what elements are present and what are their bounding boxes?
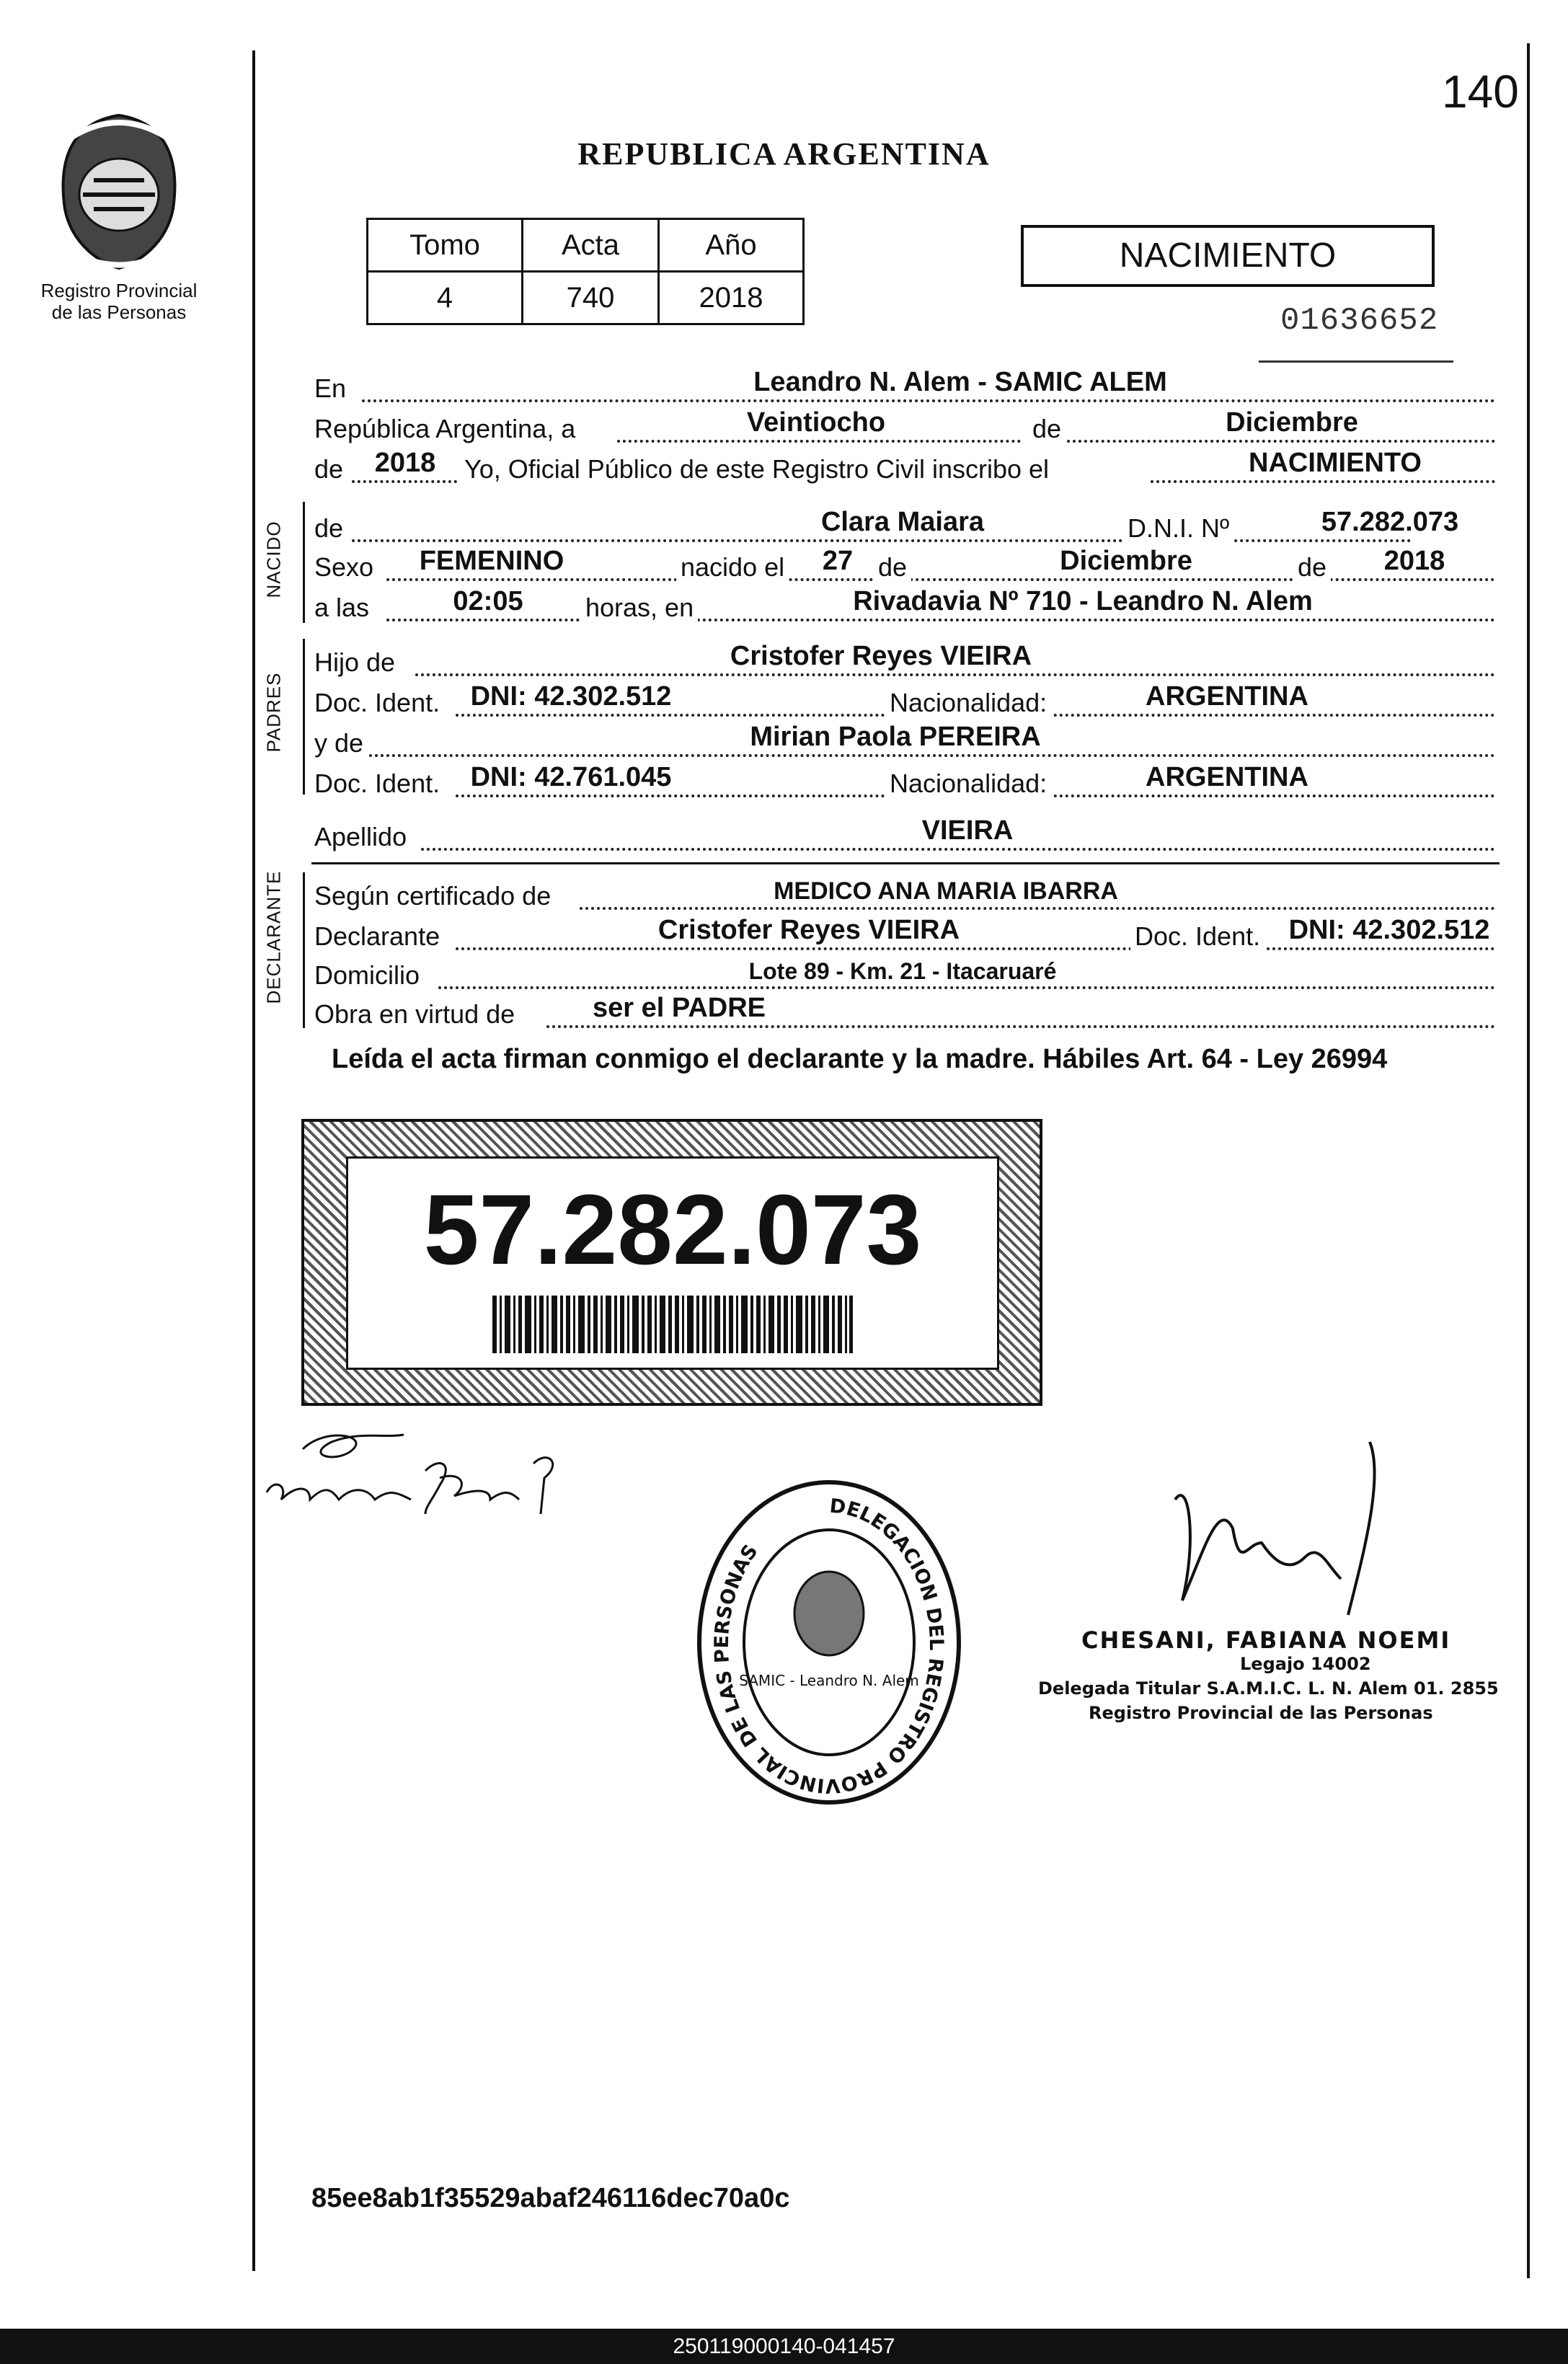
legal-text: Leída el acta firman conmigo el declarante y la madre. Hábiles Art. 64 - Ley 26994: [332, 1044, 1388, 1074]
mother-nationality: ARGENTINA: [1146, 762, 1308, 792]
virtue-row: Obra en virtud de ser el PADRE: [311, 992, 1500, 1035]
dni-sticker-number: 57.282.073: [423, 1174, 922, 1285]
official-role: Delegada Titular S.A.M.I.C. L. N. Alem 01. 2855: [1038, 1678, 1499, 1699]
registry-table: [366, 218, 805, 325]
official-signature: [1146, 1435, 1406, 1629]
dni-sticker-inner: [346, 1156, 999, 1370]
nacido-bar: [303, 502, 305, 623]
seal-ring-text: DELEGACION DEL REGISTRO PROVINCIAL DE LAS PERSONAS: [710, 1495, 948, 1797]
father-doc: DNI: 42.302.512: [470, 681, 672, 712]
barcode: [492, 1296, 853, 1353]
logo-caption-2: de las Personas: [51, 301, 187, 323]
year-value: 2018: [374, 448, 436, 478]
acta-header: Acta: [523, 219, 659, 272]
declarant-doc: DNI: 42.302.512: [1277, 915, 1501, 946]
birth-time: 02:05: [453, 586, 523, 616]
event-value: NACIMIENTO: [1249, 448, 1422, 478]
registry-seal: [692, 1477, 966, 1808]
declarant-row: Declarante Cristofer Reyes VIEIRA Doc. Ident. DNI: 42.302.512: [311, 914, 1500, 957]
official-legajo: Legajo 14002: [1240, 1654, 1371, 1674]
date-row: República Argentina, a Veintiocho de Diciembre: [311, 407, 1500, 450]
birth-month: Diciembre: [1060, 546, 1192, 576]
declarante-label: DECLARANTE: [262, 870, 285, 1004]
ano-value: 2018: [659, 272, 804, 324]
tomo-header: Tomo: [368, 219, 523, 272]
mother-signature: [260, 1420, 591, 1528]
declarant-name: Cristofer Reyes VIEIRA: [657, 915, 960, 945]
section-divider: [311, 862, 1500, 864]
nacido-label: NACIDO: [262, 521, 285, 598]
act-type-box: NACIMIENTO: [1021, 225, 1435, 287]
sex-birth-row: Sexo FEMENINO nacido el 27 de Diciembre de 2018: [311, 545, 1500, 588]
address-value: Lote 89 - Km. 21 - Itacaruaré: [748, 958, 1057, 984]
surname-value: VIEIRA: [921, 815, 1014, 846]
place-row: En Leandro N. Alem - SAMIC ALEM: [311, 366, 1500, 410]
day-value: Veintiocho: [746, 407, 886, 438]
seal-inner-text: SAMIC - Leandro N. Alem: [739, 1672, 919, 1689]
virtue-value: ser el PADRE: [592, 993, 766, 1023]
official-name: CHESANI, FABIANA NOEMI: [1081, 1626, 1451, 1654]
sex-value: FEMENINO: [419, 546, 564, 576]
father-nationality: ARGENTINA: [1146, 681, 1308, 712]
certificate-row: Según certificado de MEDICO ANA MARIA IBARRA: [311, 874, 1500, 917]
child-name: Clara Maiara: [820, 507, 984, 537]
padres-label: PADRES: [262, 672, 285, 753]
page-number: 140: [1442, 66, 1519, 118]
tomo-value: 4: [368, 272, 523, 324]
birth-year: 2018: [1383, 546, 1445, 576]
footer-id: 250119000140-041457: [0, 2329, 1568, 2364]
address-row: Domicilio Lote 89 - Km. 21 - Itacaruaré: [311, 953, 1500, 996]
father-row: Hijo de Cristofer Reyes VIEIRA: [311, 640, 1500, 683]
padres-bar: [303, 639, 305, 794]
declarante-bar: [303, 872, 305, 1028]
month-value: Diciembre: [1226, 407, 1358, 438]
mother-name: Mirian Paola PEREIRA: [750, 722, 1041, 752]
place-value: Leandro N. Alem - SAMIC ALEM: [753, 367, 1167, 397]
child-dni: 57.282.073: [1289, 507, 1491, 538]
province-crest-logo: [43, 108, 195, 274]
ano-header: Año: [659, 219, 804, 272]
logo-caption-1: Registro Provincial: [40, 280, 198, 301]
page-title: REPUBLICA ARGENTINA: [577, 136, 991, 172]
time-place-row: a las 02:05 horas, en Rivadavia Nº 710 - Leandro N. Alem: [311, 585, 1500, 629]
acta-value: 740: [523, 272, 659, 324]
mother-row: y de Mirian Paola PEREIRA: [311, 721, 1500, 764]
official-org: Registro Provincial de las Personas: [1089, 1703, 1433, 1723]
birth-place: Rivadavia Nº 710 - Leandro N. Alem: [853, 586, 1313, 616]
birth-day: 27: [809, 546, 867, 577]
certificate-value: MEDICO ANA MARIA IBARRA: [774, 877, 1118, 905]
year-row: de 2018 Yo, Oficial Público de este Registro Civil inscribo el NACIMIENTO: [311, 447, 1500, 490]
left-margin-line: [252, 50, 255, 2271]
dni-sticker: [301, 1119, 1042, 1406]
document-hash: 85ee8ab1f35529abaf246116dec70a0c: [311, 2183, 790, 2213]
serial-underline: [1259, 360, 1453, 363]
right-margin-line: [1527, 43, 1530, 2278]
surname-row: Apellido VIEIRA: [311, 815, 1500, 858]
father-doc-row: Doc. Ident. DNI: 42.302.512 Nacionalidad: ARGENTINA: [311, 681, 1500, 724]
child-name-row: de Clara Maiara D.N.I. Nº 57.282.073: [311, 506, 1500, 549]
mother-doc-row: Doc. Ident. DNI: 42.761.045 Nacionalidad: ARGENTINA: [311, 761, 1500, 805]
mother-doc: DNI: 42.761.045: [470, 762, 672, 792]
serial-number: 01636652: [1280, 303, 1439, 339]
father-name: Cristofer Reyes VIEIRA: [730, 641, 1032, 671]
